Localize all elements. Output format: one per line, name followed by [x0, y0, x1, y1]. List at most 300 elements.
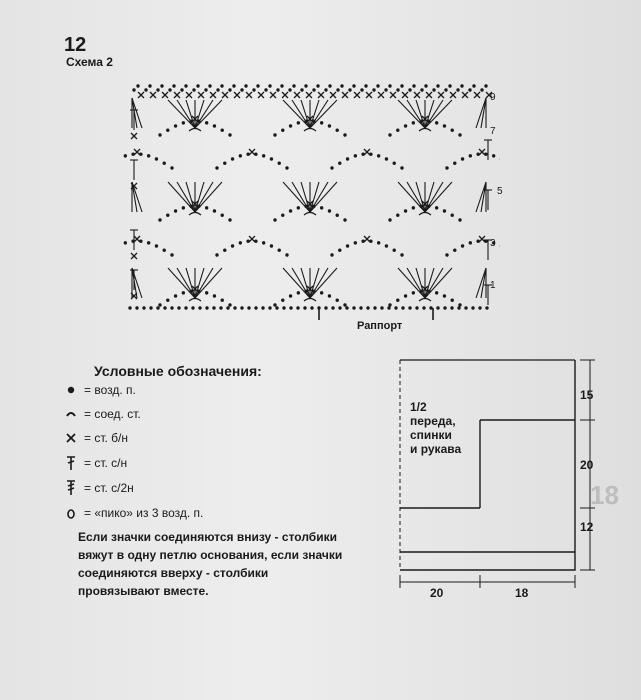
fan-base — [419, 299, 431, 302]
sc-mark — [414, 92, 420, 98]
legend-double-crochet-text: = ст. с/н — [84, 456, 128, 470]
dc-mark — [407, 182, 425, 212]
chain-dot — [453, 249, 456, 252]
dc-mark — [425, 268, 443, 298]
chain-dot — [343, 133, 346, 136]
chain-dot — [443, 294, 446, 297]
row-number-7: 7 — [490, 126, 496, 137]
crochet-chart — [120, 80, 500, 320]
chain-dot — [158, 133, 161, 136]
fan-base — [189, 129, 201, 132]
chain-dot — [184, 84, 187, 87]
sc-mark — [450, 92, 456, 98]
sc-mark — [162, 92, 168, 98]
sc-mark — [138, 92, 144, 98]
chain-dot — [443, 306, 446, 309]
chain-dot — [338, 249, 341, 252]
chain-dot — [412, 84, 415, 87]
chain-dot — [304, 84, 307, 87]
chain-dot — [336, 299, 339, 302]
chain-dot — [352, 306, 355, 309]
chain-dot — [128, 306, 131, 309]
chain-dot — [172, 84, 175, 87]
chain-dot — [401, 306, 404, 309]
chain-dot — [348, 88, 351, 91]
chain-dot — [196, 84, 199, 87]
chain-dot — [478, 306, 481, 309]
row-number-3: 3 — [490, 238, 496, 249]
chain-dot — [182, 121, 185, 124]
chain-dot — [320, 206, 323, 209]
chain-dot — [148, 84, 151, 87]
chain-dot — [297, 206, 300, 209]
cross-icon — [64, 430, 78, 446]
chain-dot — [278, 162, 281, 165]
chain-dot — [256, 84, 259, 87]
dc-mark — [195, 182, 213, 212]
fan-base — [304, 129, 316, 132]
chain-dot — [408, 88, 411, 91]
chain-dot — [469, 154, 472, 157]
legend-picot — [64, 505, 203, 521]
sc-mark — [462, 92, 468, 98]
fan-base — [304, 213, 316, 216]
chain-dot — [297, 291, 300, 294]
chain-dot — [144, 88, 147, 91]
dc-mark — [481, 268, 486, 298]
chain-dot — [228, 303, 231, 306]
chain-dot — [132, 88, 135, 91]
chain-dot — [435, 206, 438, 209]
chain-dot — [270, 157, 273, 160]
sc-mark — [342, 92, 348, 98]
sc-mark — [134, 149, 140, 155]
chain-dot — [155, 244, 158, 247]
chain-dot — [377, 154, 380, 157]
chain-dot — [244, 84, 247, 87]
fan-base — [189, 299, 201, 302]
chain-dot — [166, 299, 169, 302]
chain-dot — [221, 214, 224, 217]
chain-dot — [303, 306, 306, 309]
chain-dot — [485, 306, 488, 309]
chain-dot — [205, 206, 208, 209]
sc-mark — [378, 92, 384, 98]
chain-dot — [359, 306, 362, 309]
row-number-1: 1 — [490, 280, 496, 291]
legend-note: Если значки соединяются внизу - столбики вяжут в одну петлю основания, если значки соединяются вверху - столбики провязывают вместе. — [78, 530, 343, 598]
chain-dot — [388, 303, 391, 306]
chain-dot — [288, 88, 291, 91]
chain-dot — [338, 306, 341, 309]
chain-dot — [324, 306, 327, 309]
dc-mark — [481, 182, 486, 212]
chain-dot — [320, 121, 323, 124]
chain-dot — [213, 124, 216, 127]
chain-dot — [324, 88, 327, 91]
chain-dot — [432, 88, 435, 91]
chain-dot — [451, 299, 454, 302]
chain-dot — [156, 306, 159, 309]
dc-mark — [177, 100, 195, 128]
chain-dot — [289, 124, 292, 127]
sc-mark — [364, 236, 370, 242]
chain-dot — [360, 88, 363, 91]
sc-mark — [131, 253, 137, 259]
sc-mark — [134, 236, 140, 242]
chain-dot — [275, 306, 278, 309]
chain-dot — [232, 84, 235, 87]
picot-icon — [64, 505, 78, 521]
legend-slip-stitch-text: = соед. ст. — [84, 407, 141, 421]
chain-dot — [396, 214, 399, 217]
chain-dot — [182, 291, 185, 294]
chain-dot — [297, 121, 300, 124]
chain-dot — [328, 209, 331, 212]
legend-double-crochet — [64, 455, 127, 471]
chain-dot — [429, 306, 432, 309]
chain-dot — [310, 306, 313, 309]
chain-dot — [472, 84, 475, 87]
chain-dot — [198, 306, 201, 309]
chain-dot — [262, 241, 265, 244]
dc-mark — [310, 268, 328, 298]
chain-dot — [394, 306, 397, 309]
chain-dot — [387, 306, 390, 309]
dc-mark — [476, 98, 486, 128]
chain-dot — [170, 166, 173, 169]
chain-dot — [412, 206, 415, 209]
chain-dot — [396, 88, 399, 91]
chain-dot — [412, 121, 415, 124]
chain-dot — [177, 306, 180, 309]
dc-mark — [292, 100, 310, 128]
panel-label-line: 1/2 — [410, 400, 427, 414]
chain-dot — [328, 124, 331, 127]
chain-dot — [388, 218, 391, 221]
chain-dot — [300, 88, 303, 91]
tr-icon — [64, 480, 78, 496]
chain-dot — [231, 244, 234, 247]
chain-dot — [343, 218, 346, 221]
chain-dot — [208, 84, 211, 87]
chain-dot — [261, 306, 264, 309]
chain-dot — [264, 88, 267, 91]
chain-dot — [205, 121, 208, 124]
chain-dot — [136, 84, 139, 87]
chain-dot — [445, 253, 448, 256]
legend-chain — [64, 382, 136, 398]
chain-dot — [373, 306, 376, 309]
scheme-title: Схема 2 — [66, 55, 113, 69]
dc-mark — [425, 100, 443, 128]
chain-dot — [147, 154, 150, 157]
chain-dot — [471, 306, 474, 309]
sc-mark — [330, 92, 336, 98]
dc-mark — [481, 98, 486, 128]
dc-mark — [425, 182, 443, 212]
chain-dot — [393, 249, 396, 252]
chain-dot — [400, 166, 403, 169]
legend-treble-crochet-text: = ст. с/2н — [84, 481, 134, 495]
chain-dot — [215, 253, 218, 256]
sc-mark — [222, 92, 228, 98]
chain-dot — [336, 214, 339, 217]
dimension-12: 12 — [580, 520, 594, 534]
chain-dot — [443, 124, 446, 127]
panel-label-line: переда, — [410, 414, 456, 428]
chain-dot — [240, 88, 243, 91]
chain-dot — [270, 244, 273, 247]
chain-dot — [336, 129, 339, 132]
chain-dot — [292, 84, 295, 87]
arc-icon — [64, 406, 78, 422]
chain-dot — [451, 129, 454, 132]
chain-dot — [228, 218, 231, 221]
chain-dot — [312, 88, 315, 91]
chain-dot — [219, 306, 222, 309]
chain-dot — [404, 294, 407, 297]
chain-dot — [380, 306, 383, 309]
chain-dot — [174, 124, 177, 127]
chain-dot — [174, 209, 177, 212]
panel-label-line: спинки — [410, 428, 452, 442]
dc-mark — [195, 268, 213, 298]
chain-dot — [282, 306, 285, 309]
chain-dot — [285, 166, 288, 169]
chain-dot — [400, 84, 403, 87]
chain-dot — [278, 249, 281, 252]
chain-dot — [285, 253, 288, 256]
chain-dot — [331, 306, 334, 309]
sc-mark — [390, 92, 396, 98]
chain-dot — [147, 241, 150, 244]
chain-dot — [205, 306, 208, 309]
chain-dot — [155, 157, 158, 160]
fan-base — [304, 299, 316, 302]
sc-mark — [249, 149, 255, 155]
chain-dot — [412, 291, 415, 294]
chain-dot — [180, 88, 183, 91]
sc-mark — [150, 92, 156, 98]
chain-dot — [354, 154, 357, 157]
fan-base — [189, 213, 201, 216]
dc-mark — [177, 182, 195, 212]
rapport-label: Раппорт — [357, 320, 403, 332]
chain-dot — [149, 306, 152, 309]
chain-dot — [458, 133, 461, 136]
chain-dot — [273, 133, 276, 136]
chain-dot — [346, 157, 349, 160]
show-through-number: 18 — [590, 480, 619, 510]
chain-dot — [415, 306, 418, 309]
chain-dot — [420, 88, 423, 91]
row-number-5: 5 — [497, 186, 503, 197]
chain-dot — [289, 306, 292, 309]
dc-mark — [292, 182, 310, 212]
chain-dot — [268, 306, 271, 309]
dimension-20-horizontal: 20 — [430, 586, 444, 600]
chain-dot — [215, 166, 218, 169]
chain-dot — [457, 306, 460, 309]
chain-dot — [396, 299, 399, 302]
sc-mark — [438, 92, 444, 98]
chain-dot — [464, 306, 467, 309]
legend-picot-text: = «пико» из 3 возд. п. — [84, 506, 204, 520]
chain-dot — [443, 209, 446, 212]
chain-dot — [254, 306, 257, 309]
legend-title: Условные обозначения: — [94, 363, 262, 379]
chain-dot — [158, 303, 161, 306]
chain-dot — [213, 209, 216, 212]
chain-dot — [273, 218, 276, 221]
chain-dot — [239, 241, 242, 244]
sc-mark — [198, 92, 204, 98]
chain-dot — [262, 154, 265, 157]
sc-mark — [131, 133, 137, 139]
chain-dot — [320, 291, 323, 294]
chain-dot — [158, 218, 161, 221]
sc-mark — [474, 92, 480, 98]
sc-mark — [186, 92, 192, 98]
chain-dot — [226, 306, 229, 309]
sc-mark — [294, 92, 300, 98]
chain-dot — [231, 157, 234, 160]
chain-dot — [192, 88, 195, 91]
sc-mark — [479, 236, 485, 242]
chain-dot — [385, 157, 388, 160]
sc-mark — [174, 92, 180, 98]
legend-slip-stitch — [64, 406, 141, 422]
legend-single-crochet — [64, 430, 128, 446]
chain-dot — [458, 218, 461, 221]
chain-dot — [204, 88, 207, 91]
chain-dot — [289, 294, 292, 297]
chain-dot — [212, 306, 215, 309]
chain-dot — [451, 214, 454, 217]
chain-dot — [385, 244, 388, 247]
chain-dot — [330, 166, 333, 169]
chain-dot — [445, 166, 448, 169]
chain-dot — [345, 306, 348, 309]
chain-dot — [163, 249, 166, 252]
dimension-15: 15 — [580, 388, 594, 402]
chain-dot — [184, 306, 187, 309]
chain-dot — [281, 214, 284, 217]
sc-mark — [318, 92, 324, 98]
dot-icon — [64, 382, 78, 398]
chain-dot — [166, 214, 169, 217]
dc-mark — [407, 268, 425, 298]
chain-dot — [233, 306, 236, 309]
dimension-18: 18 — [515, 586, 529, 600]
chain-dot — [492, 154, 495, 157]
chain-dot — [340, 84, 343, 87]
chain-dot — [281, 129, 284, 132]
dc-mark — [195, 100, 213, 128]
chain-dot — [346, 244, 349, 247]
dc-mark — [476, 182, 486, 212]
fan-base — [419, 213, 431, 216]
row-number-9: 9 — [490, 92, 496, 103]
chain-dot — [273, 303, 276, 306]
chain-dot — [239, 154, 242, 157]
chain-dot — [460, 84, 463, 87]
sc-mark — [249, 236, 255, 242]
chain-dot — [182, 206, 185, 209]
sc-mark — [426, 92, 432, 98]
chain-dot — [228, 88, 231, 91]
chain-dot — [461, 244, 464, 247]
chain-dot — [461, 157, 464, 160]
chain-dot — [221, 299, 224, 302]
chain-dot — [458, 303, 461, 306]
chain-dot — [404, 209, 407, 212]
sc-mark — [282, 92, 288, 98]
chain-dot — [338, 162, 341, 165]
sc-mark — [210, 92, 216, 98]
chain-dot — [468, 88, 471, 91]
chain-dot — [456, 88, 459, 91]
chain-dot — [216, 88, 219, 91]
fan-base — [419, 129, 431, 132]
chain-dot — [435, 291, 438, 294]
chain-dot — [289, 209, 292, 212]
sc-mark — [402, 92, 408, 98]
chain-dot — [364, 84, 367, 87]
legend-single-crochet-text: = ст. б/н — [84, 431, 129, 445]
chain-dot — [276, 88, 279, 91]
dc-icon — [64, 455, 78, 471]
chain-dot — [228, 133, 231, 136]
chain-dot — [240, 306, 243, 309]
chain-dot — [469, 241, 472, 244]
chain-dot — [124, 241, 127, 244]
garment-schematic — [355, 338, 605, 608]
chain-dot — [221, 129, 224, 132]
dc-mark — [177, 268, 195, 298]
sc-mark — [258, 92, 264, 98]
chain-dot — [124, 154, 127, 157]
chain-dot — [377, 241, 380, 244]
chain-dot — [408, 306, 411, 309]
chain-dot — [268, 84, 271, 87]
legend-chain-text: = возд. п. — [84, 383, 136, 397]
chain-dot — [372, 88, 375, 91]
sc-mark — [479, 149, 485, 155]
chain-dot — [453, 162, 456, 165]
dc-mark — [292, 268, 310, 298]
chain-dot — [170, 253, 173, 256]
chain-dot — [388, 133, 391, 136]
chain-dot — [400, 253, 403, 256]
chain-dot — [352, 84, 355, 87]
chain-dot — [384, 88, 387, 91]
chain-dot — [247, 306, 250, 309]
chain-dot — [436, 306, 439, 309]
chain-dot — [163, 306, 166, 309]
chain-dot — [424, 84, 427, 87]
sc-mark — [366, 92, 372, 98]
legend-treble-crochet — [64, 480, 134, 496]
chain-dot — [484, 84, 487, 87]
chain-dot — [450, 306, 453, 309]
chain-dot — [444, 88, 447, 91]
chain-dot — [220, 84, 223, 87]
chain-dot — [336, 88, 339, 91]
chain-dot — [393, 162, 396, 165]
chain-dot — [328, 294, 331, 297]
